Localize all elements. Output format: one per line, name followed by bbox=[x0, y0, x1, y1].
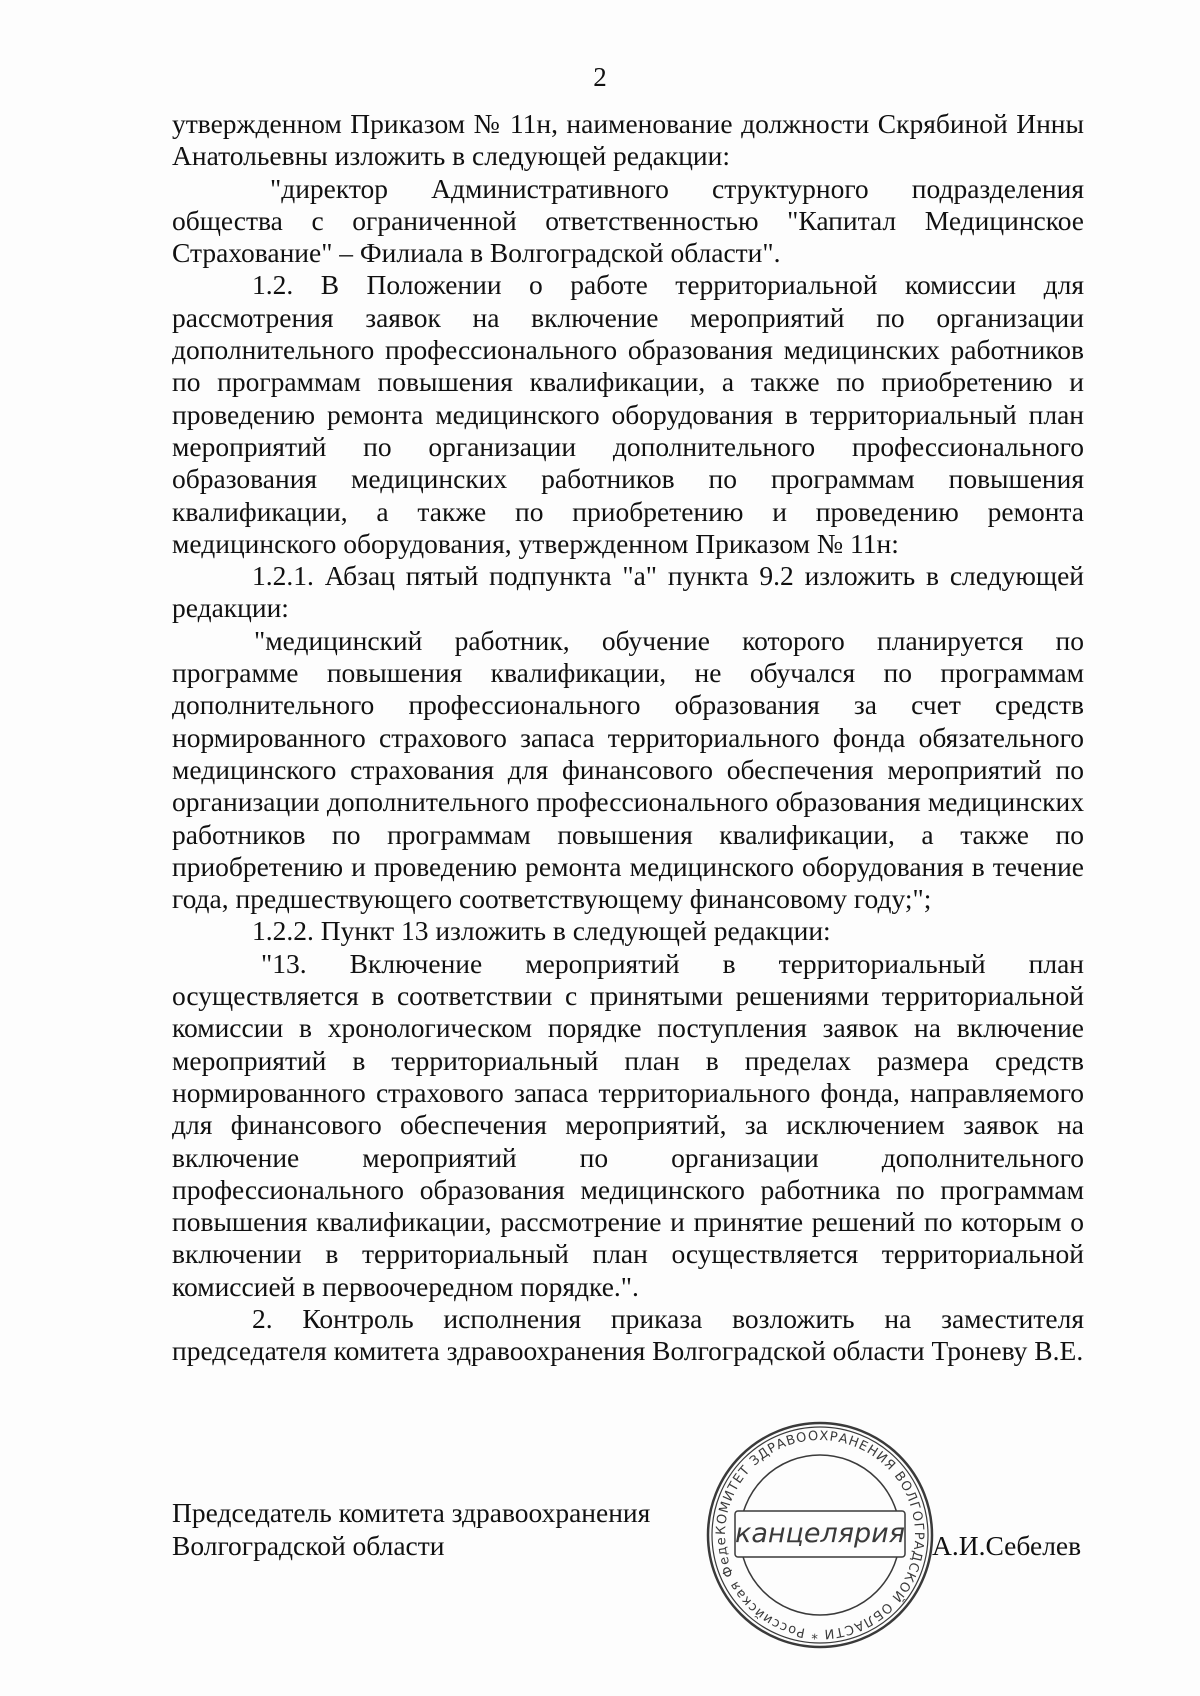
official-stamp bbox=[703, 1418, 937, 1652]
signatory-title-line-2: Волгоградской области bbox=[172, 1530, 445, 1561]
paragraph-7: "13. Включение мероприятий в территориальный план осуществляется в соответствии с принятыми решениями территориальной комиссии в хронологическом порядке поступления заявок на включение мероприятий в территориальный план в пределах размера средств нормированного страхового запаса территориального фонда, направляемого для финансового обеспечения мероприятий, за исключением заявок на включение мероприятий по организации дополнительного профессионального образования медицинского работника по программам повышения квалификации, рассмотрение и принятие решений по которым о включении в территориальный план осуществляется территориальной комиссией в первоочередном порядке.". bbox=[172, 947, 1084, 1302]
paragraph-4: 1.2.1. Абзац пятый подпункта "а" пункта 9.2 изложить в следующей редакции: bbox=[172, 560, 1084, 624]
stamp-graphic bbox=[703, 1418, 937, 1652]
paragraph-3: 1.2. В Положении о работе территориальной комиссии для рассмотрения заявок на включение мероприятий по организации дополнительного профессионального образования медицинских работников по программам повышения квалификации, а также по приобретению и проведению ремонта медицинского оборудования в территориальный план мероприятий по организации дополнительного профессионального образования медицинских работников по программам повышения квалификации, а также по приобретению и проведению ремонта медицинского оборудования, утвержденном Приказом № 11н: bbox=[172, 269, 1084, 559]
stamp-ring-text: КОМИТЕТ ЗДРАВООХРАНЕНИЯ ВОЛГОГРАДСКОЙ ОБЛАСТИ * Российская Феде bbox=[713, 1428, 927, 1642]
paragraph-6: 1.2.2. Пункт 13 изложить в следующей редакции: bbox=[252, 915, 831, 947]
page-number: 2 bbox=[593, 62, 607, 92]
paragraph-5: "медицинский работник, обучение которого планируется по программе повышения квалификации, не обучался по программам дополнительного профессионального образования за счет средств нормированного страхового запаса территориального фонда обязательного медицинского страхования для финансового обеспечения мероприятий по организации дополнительного профессионального образования медицинских работников по программам повышения квалификации, а также по приобретению и проведению ремонта медицинского оборудования в течение года, предшествующего соответствующему финансовому году;"; bbox=[172, 624, 1084, 915]
stamp-center-text: канцелярия bbox=[735, 1518, 905, 1549]
signatory-title bbox=[172, 1496, 692, 1562]
signatory-title-line-1: Председатель комитета здравоохранения bbox=[172, 1497, 651, 1528]
paragraph-1: утвержденном Приказом № 11н, наименование должности Скрябиной Инны Анатольевны изложить в следующей редакции: bbox=[172, 108, 1084, 172]
document-body bbox=[172, 108, 1084, 1368]
paragraph-8: 2. Контроль исполнения приказа возложить на заместителя председателя комитета здравоохранения Волгоградской области Троневу В.Е. bbox=[172, 1302, 1084, 1367]
signatory-name: А.И.Себелев bbox=[932, 1530, 1082, 1561]
paragraph-2: "директор Административного структурного подразделения общества с ограниченной ответственностью "Капитал Медицинское Страхование" – Филиала в Волгоградской области". bbox=[172, 172, 1084, 269]
